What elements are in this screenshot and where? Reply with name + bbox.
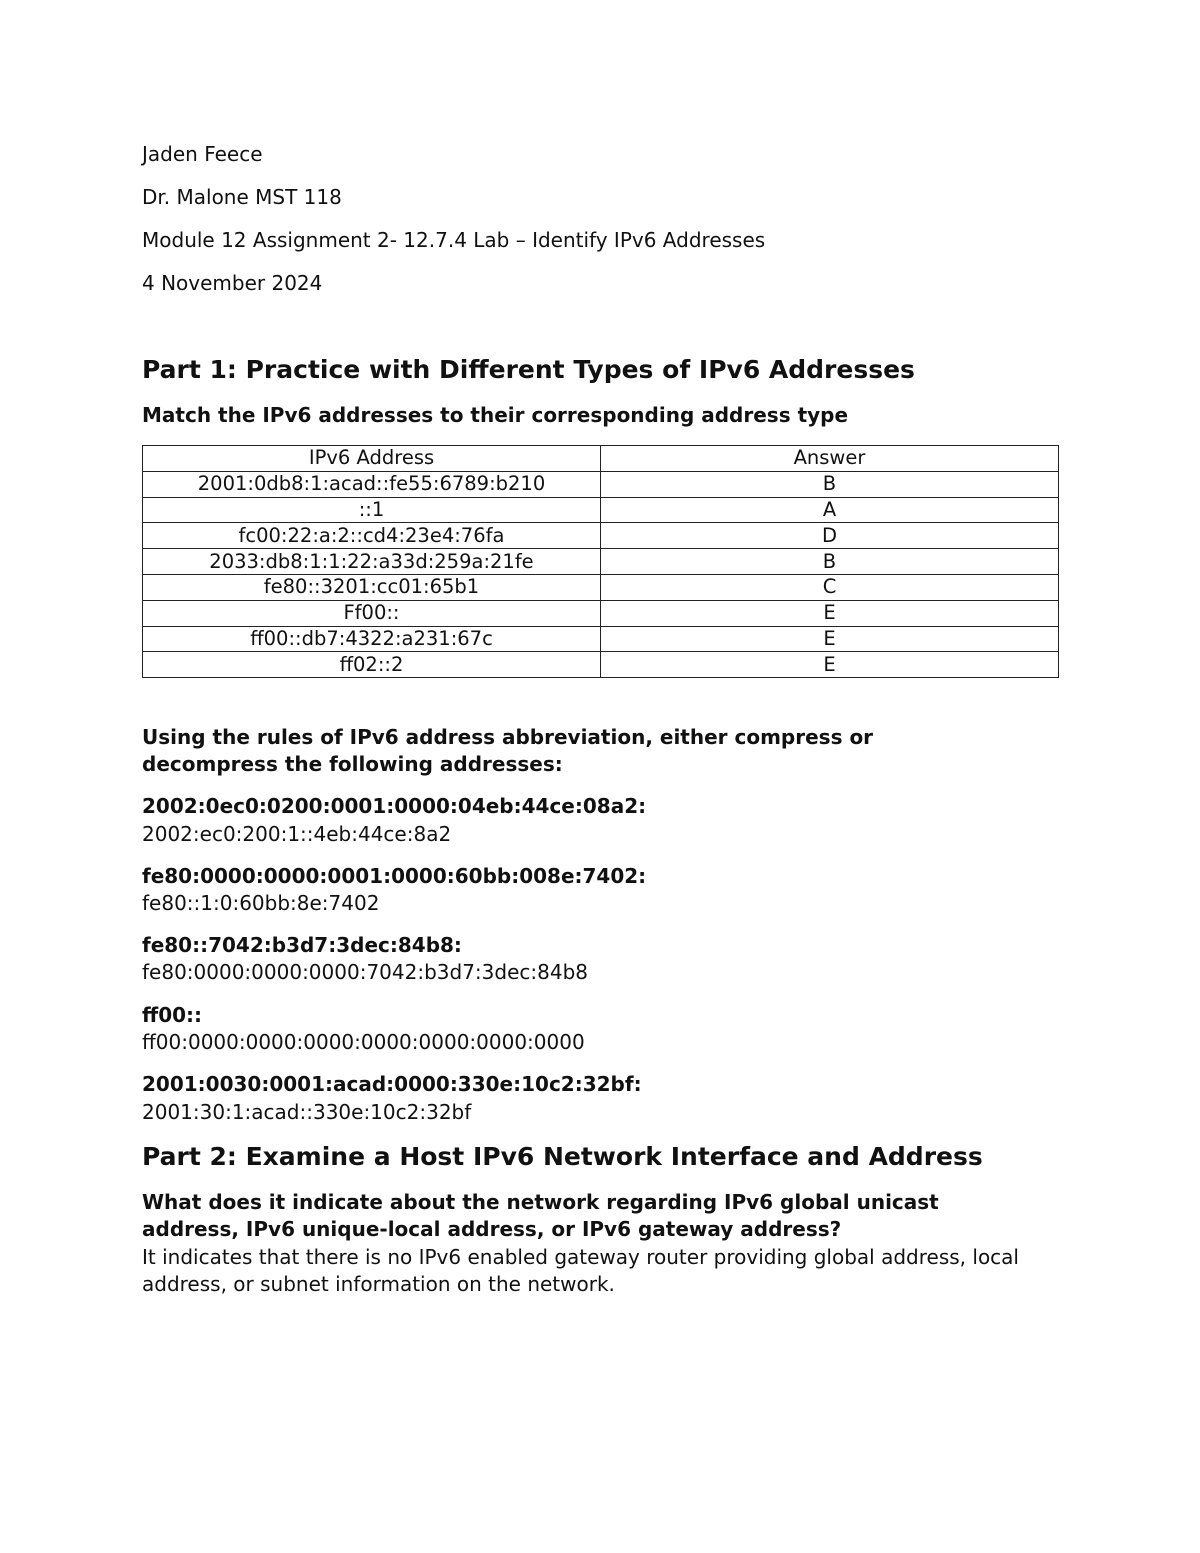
table-row — [143, 471, 1059, 497]
address-cell: fe80::3201:cc01:65b1 — [143, 574, 601, 600]
answer-cell: A — [601, 497, 1059, 523]
answer-cell: E — [601, 652, 1059, 678]
answer-cell: B — [601, 471, 1059, 497]
address-cell: ff02::2 — [143, 652, 601, 678]
part2-answer: It indicates that there is no IPv6 enabled gateway router providing global address, local address, or subnet information on the network. — [142, 1245, 1019, 1296]
table-row — [143, 626, 1059, 652]
part1-heading: Part 1: Practice with Different Types of IPv6 Addresses — [142, 355, 915, 384]
conversion-answer: 2001:30:1:acad::330e:10c2:32bf — [142, 1100, 472, 1124]
part2-question: What does it indicate about the network regarding IPv6 global unicast address, IPv6 unique-local address, or IPv6 gateway address? — [142, 1190, 939, 1241]
part2-heading: Part 2: Examine a Host IPv6 Network Interface and Address — [142, 1142, 983, 1171]
conversion-answer: ff00:0000:0000:0000:0000:0000:0000:0000 — [142, 1030, 585, 1054]
assignment-title: Module 12 Assignment 2- 12.7.4 Lab – Identify IPv6 Addresses — [142, 228, 766, 252]
answer-cell: C — [601, 574, 1059, 600]
address-cell: ::1 — [143, 497, 601, 523]
table-row — [143, 652, 1059, 678]
conversion-answer: 2002:ec0:200:1::4eb:44ce:8a2 — [142, 822, 452, 846]
table-row — [143, 600, 1059, 626]
address-cell: Ff00:: — [143, 600, 601, 626]
address-cell: fc00:22:a:2::cd4:23e4:76fa — [143, 523, 601, 549]
table-header-row — [143, 446, 1059, 472]
author-name: Jaden Feece — [142, 142, 263, 166]
instructor-course: Dr. Malone MST 118 — [142, 185, 342, 209]
conversion-answer: fe80::1:0:60bb:8e:7402 — [142, 891, 380, 915]
abbreviation-instruction: Using the rules of IPv6 address abbreviation, either compress or decompress the following addresses: — [142, 725, 874, 776]
conversion-question: fe80:0000:0000:0001:0000:60bb:008e:7402: — [142, 864, 647, 888]
answer-cell: B — [601, 549, 1059, 575]
table-row — [143, 574, 1059, 600]
conversion-question: 2001:0030:0001:acad:0000:330e:10c2:32bf: — [142, 1072, 642, 1096]
table-row — [143, 523, 1059, 549]
document-date: 4 November 2024 — [142, 271, 323, 295]
column-header-address: IPv6 Address — [143, 446, 601, 472]
answer-cell: D — [601, 523, 1059, 549]
ipv6-address-table — [142, 445, 1059, 678]
answer-cell: E — [601, 600, 1059, 626]
conversion-question: 2002:0ec0:0200:0001:0000:04eb:44ce:08a2: — [142, 794, 647, 818]
conversion-answer: fe80:0000:0000:0000:7042:b3d7:3dec:84b8 — [142, 960, 588, 984]
address-cell: ff00::db7:4322:a231:67c — [143, 626, 601, 652]
address-cell: 2033:db8:1:1:22:a33d:259a:21fe — [143, 549, 601, 575]
table-row — [143, 549, 1059, 575]
conversion-question: fe80::7042:b3d7:3dec:84b8: — [142, 933, 462, 957]
conversion-question: ff00:: — [142, 1003, 203, 1027]
address-cell: 2001:0db8:1:acad::fe55:6789:b210 — [143, 471, 601, 497]
column-header-answer: Answer — [601, 446, 1059, 472]
part1-subheading: Match the IPv6 addresses to their corresponding address type — [142, 403, 849, 427]
answer-cell: E — [601, 626, 1059, 652]
table-row — [143, 497, 1059, 523]
